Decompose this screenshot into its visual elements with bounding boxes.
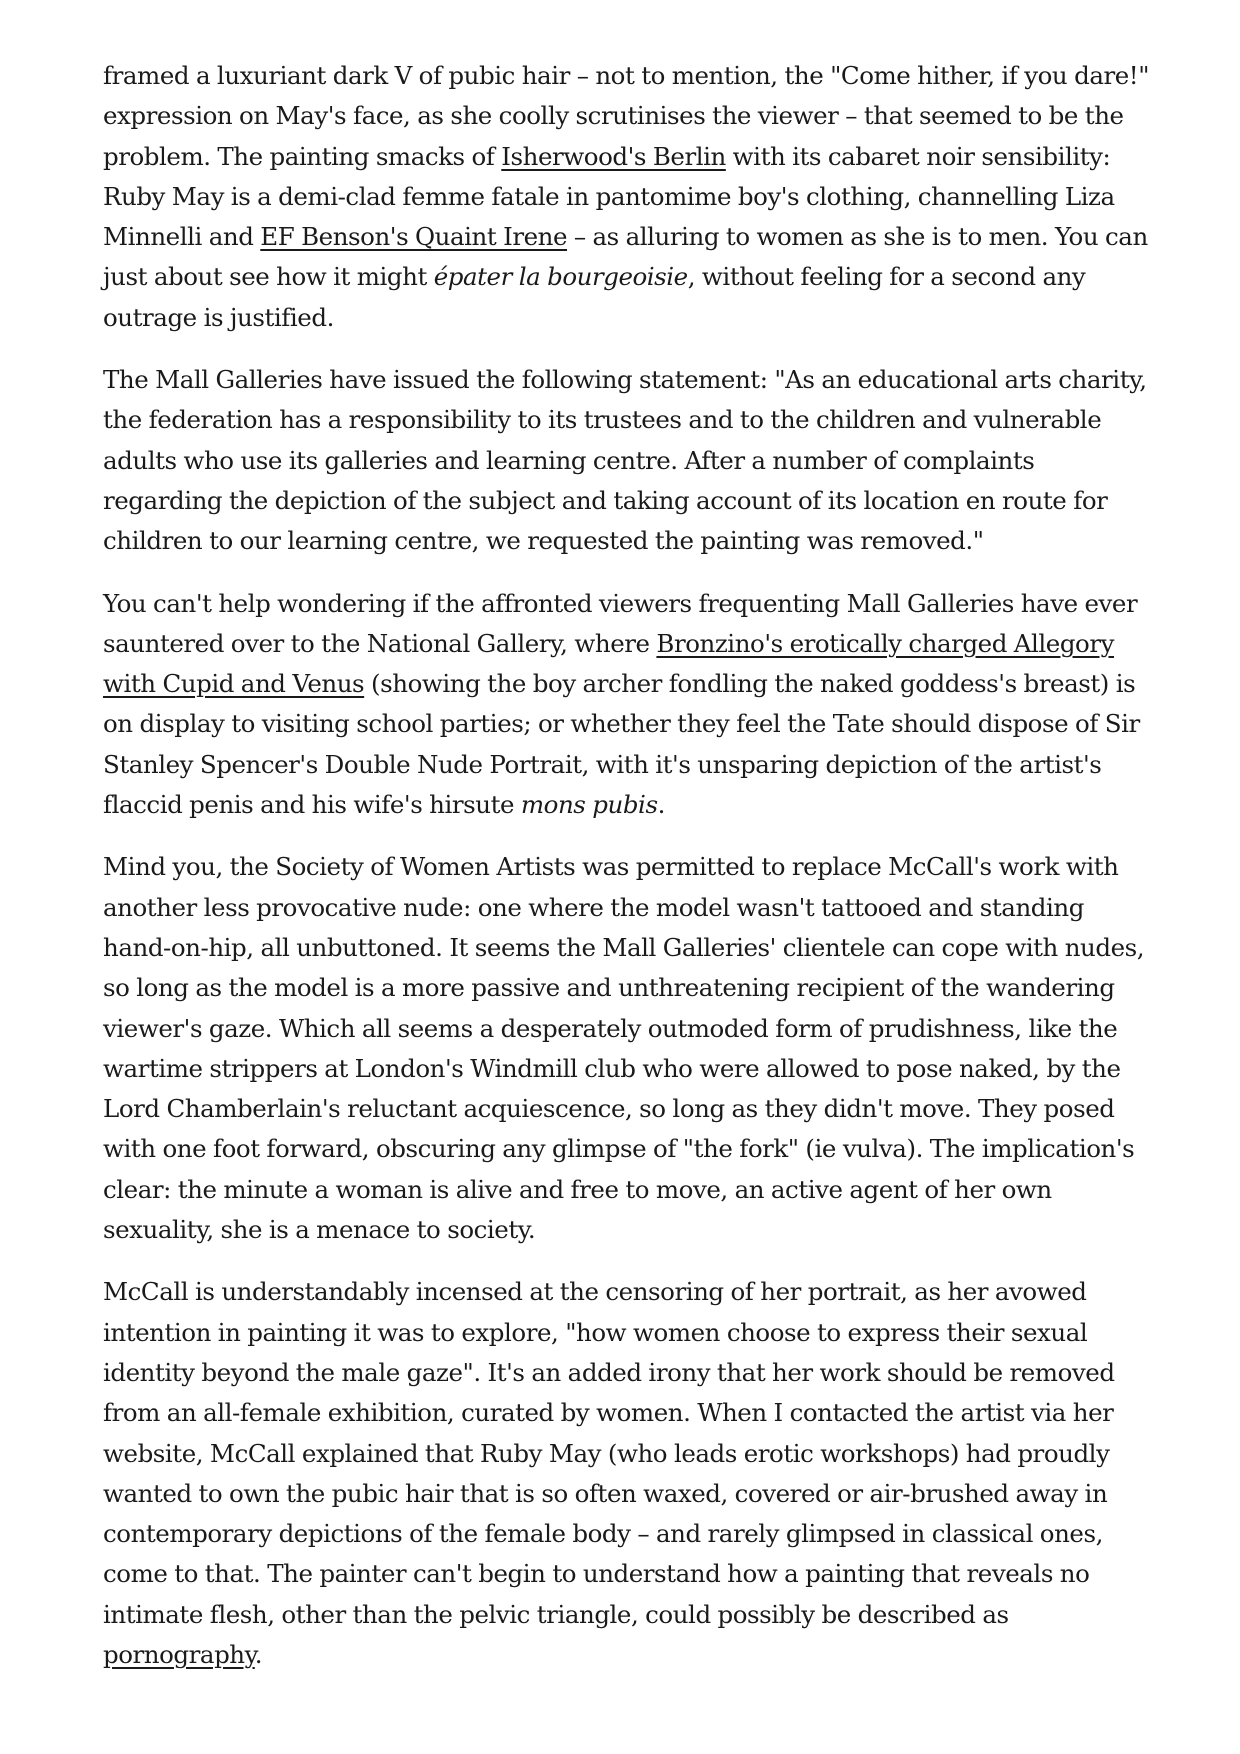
paragraph-text: (showing the boy archer fondling the naked goddess's breast) is on display to visiting school parties; or whether they feel the Tate should dispose of Sir Stanley Spencer's Double Nude Portrait, with it's unsparing depiction of the artist's flaccid penis and his wife's hirsute: [103, 669, 1140, 820]
paragraph-4: [103, 847, 1153, 1250]
italic-phrase: épater la bourgeoisie: [433, 262, 688, 292]
link-isherwoods-berlin[interactable]: Isherwood's Berlin: [501, 141, 726, 171]
paragraph-text: .: [657, 790, 665, 820]
link-ef-bensons-quaint-irene[interactable]: EF Benson's Quaint Irene: [260, 222, 568, 252]
link-pornography[interactable]: pornography: [103, 1639, 255, 1669]
paragraph-3: [103, 584, 1153, 826]
paragraph-1: [103, 56, 1153, 338]
paragraph-text: McCall is understandably incensed at the censoring of her portrait, as her avowed intention in painting it was to explore, "how women choose to express their sexual identity beyond the male gaze". It's an added irony that her work should be removed from an all-female exhibition, curated by women. When I contacted the artist via her website, McCall explained that Ruby May (who leads erotic workshops) had proudly wanted to own the pubic hair that is so often waxed, covered or air-brushed away in contemporary depictions of the female body – and rarely glimpsed in classical ones, come to that. The painter can't begin to understand how a painting that reveals no intimate flesh, other than the pelvic triangle, could possibly be described as: [103, 1277, 1115, 1629]
paragraph-5: [103, 1272, 1153, 1675]
paragraph-text: with its cabaret noir sensibility: Ruby May is a demi-clad femme fatale in pantomime boy's clothing, channelling Liza Minnelli and: [103, 141, 1115, 252]
paragraph-text: .: [254, 1639, 263, 1669]
paragraph-2: [103, 360, 1153, 561]
paragraph-text: framed a luxuriant dark V of pubic hair – not to mention, the "Come hither, if you dare!" expression on May's face, as she coolly scrutinises the viewer – that seemed to be the problem. The painting smacks of: [103, 61, 1150, 171]
article-body: [103, 56, 1153, 1697]
paragraph-text: You can't help wondering if the affronted viewers frequenting Mall Galleries have ever sauntered over to the National Gallery, where: [103, 588, 1138, 658]
paragraph-text: The Mall Galleries have issued the following statement: "As an educational arts charity, the federation has a responsibility to its trustees and to the children and vulnerable adults who use its galleries and learning centre. After a number of complaints regarding the depiction of the subject and taking account of its location en route for children to our learning centre, we requested the painting was removed.": [103, 365, 1147, 556]
italic-phrase: mons pubis: [520, 790, 658, 820]
link-bronzino-allegory[interactable]: Bronzino's erotically charged Allegory with Cupid and Venus: [103, 628, 1115, 699]
paragraph-text: , without feeling for a second any outrage is justified.: [103, 262, 1086, 332]
paragraph-text: – as alluring to women as she is to men. You can just about see how it might: [103, 222, 1148, 292]
paragraph-text: Mind you, the Society of Women Artists was permitted to replace McCall's work with another less provocative nude: one where the model wasn't tattooed and standing hand-on-hip, all unbuttoned. It seems the Mall Galleries' clientele can cope with nudes, so long as the model is a more passive and unthreatening recipient of the wandering viewer's gaze. Which all seems a desperately outmoded form of prudishness, like the wartime strippers at London's Windmill club who were allowed to pose naked, by the Lord Chamberlain's reluctant acquiescence, so long as they didn't move. They posed with one foot forward, obscuring any glimpse of "the fork" (ie vulva). The implication's clear: the minute a woman is alive and free to move, an active agent of her own sexuality, she is a menace to society.: [103, 852, 1145, 1245]
